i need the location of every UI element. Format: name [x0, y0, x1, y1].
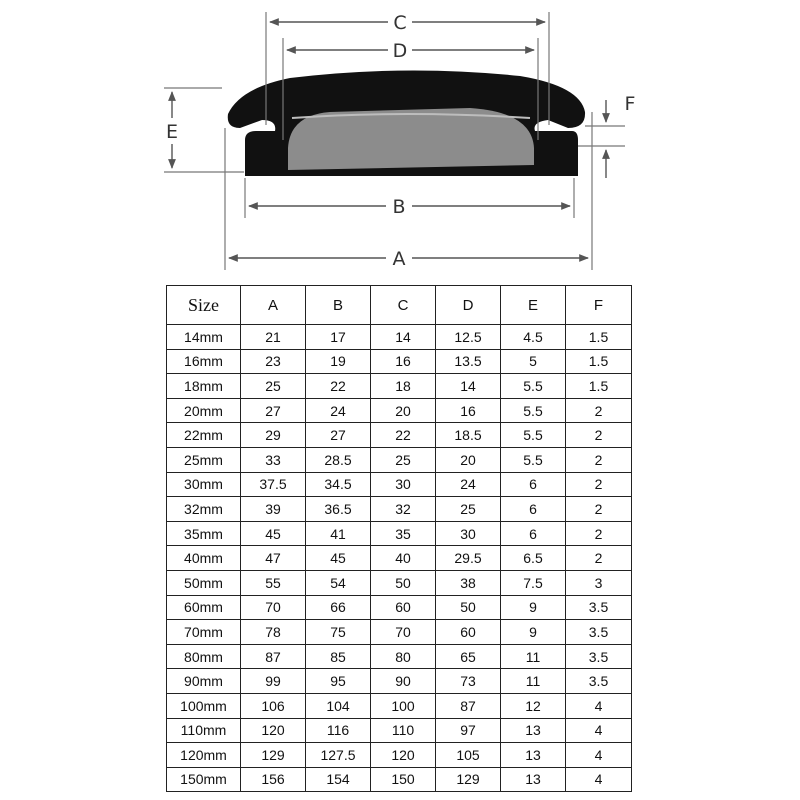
- cell-a: 156: [241, 767, 306, 792]
- cell-b: 75: [306, 620, 371, 645]
- cell-a: 55: [241, 570, 306, 595]
- cell-a: 78: [241, 620, 306, 645]
- cell-f: 2: [566, 447, 632, 472]
- cell-d: 13.5: [436, 349, 501, 374]
- cell-a: 39: [241, 497, 306, 522]
- table-row: [167, 767, 632, 792]
- cell-size: 16mm: [167, 349, 241, 374]
- cell-size: 14mm: [167, 325, 241, 350]
- cell-b: 116: [306, 718, 371, 743]
- cell-size: 100mm: [167, 693, 241, 718]
- cell-e: 13: [501, 718, 566, 743]
- cell-e: 11: [501, 644, 566, 669]
- cell-e: 11: [501, 669, 566, 694]
- cell-c: 70: [371, 620, 436, 645]
- cell-size: 30mm: [167, 472, 241, 497]
- cell-size: 18mm: [167, 374, 241, 399]
- cell-size: 32mm: [167, 497, 241, 522]
- cell-a: 25: [241, 374, 306, 399]
- cell-b: 19: [306, 349, 371, 374]
- cell-d: 24: [436, 472, 501, 497]
- cell-c: 150: [371, 767, 436, 792]
- grommet-cross-section-diagram: [0, 0, 800, 290]
- cell-size: 90mm: [167, 669, 241, 694]
- cell-d: 129: [436, 767, 501, 792]
- header-c: C: [371, 286, 436, 325]
- table-row: [167, 325, 632, 350]
- cell-f: 2: [566, 497, 632, 522]
- cell-size: 25mm: [167, 447, 241, 472]
- cell-a: 99: [241, 669, 306, 694]
- cell-c: 40: [371, 546, 436, 571]
- label-c: C: [393, 12, 407, 34]
- cell-f: 3.5: [566, 620, 632, 645]
- cell-f: 4: [566, 718, 632, 743]
- cell-c: 80: [371, 644, 436, 669]
- cell-size: 80mm: [167, 644, 241, 669]
- table-row: [167, 398, 632, 423]
- cell-f: 2: [566, 423, 632, 448]
- table-row: [167, 743, 632, 768]
- table-row: [167, 669, 632, 694]
- table-row: [167, 693, 632, 718]
- cell-size: 60mm: [167, 595, 241, 620]
- cell-b: 95: [306, 669, 371, 694]
- cell-e: 5.5: [501, 398, 566, 423]
- table-row: [167, 644, 632, 669]
- cell-c: 120: [371, 743, 436, 768]
- table-row: [167, 521, 632, 546]
- label-e: E: [165, 121, 179, 143]
- cell-c: 30: [371, 472, 436, 497]
- cell-f: 4: [566, 767, 632, 792]
- cell-a: 27: [241, 398, 306, 423]
- header-size: Size: [167, 286, 241, 325]
- cell-f: 1.5: [566, 325, 632, 350]
- cell-size: 35mm: [167, 521, 241, 546]
- cell-b: 104: [306, 693, 371, 718]
- cell-d: 20: [436, 447, 501, 472]
- cell-b: 24: [306, 398, 371, 423]
- cell-c: 90: [371, 669, 436, 694]
- header-b: B: [306, 286, 371, 325]
- cell-d: 30: [436, 521, 501, 546]
- cell-size: 22mm: [167, 423, 241, 448]
- cell-b: 34.5: [306, 472, 371, 497]
- cell-c: 100: [371, 693, 436, 718]
- table-row: [167, 718, 632, 743]
- cell-e: 6: [501, 497, 566, 522]
- cell-f: 3.5: [566, 669, 632, 694]
- cell-size: 70mm: [167, 620, 241, 645]
- cell-e: 9: [501, 595, 566, 620]
- cell-b: 45: [306, 546, 371, 571]
- cell-f: 4: [566, 693, 632, 718]
- cell-d: 18.5: [436, 423, 501, 448]
- cell-c: 110: [371, 718, 436, 743]
- cell-d: 25: [436, 497, 501, 522]
- cell-a: 33: [241, 447, 306, 472]
- cell-a: 47: [241, 546, 306, 571]
- cell-e: 6: [501, 472, 566, 497]
- table-row: [167, 570, 632, 595]
- cell-d: 65: [436, 644, 501, 669]
- cell-f: 2: [566, 521, 632, 546]
- cell-e: 13: [501, 767, 566, 792]
- cell-d: 12.5: [436, 325, 501, 350]
- cell-f: 1.5: [566, 349, 632, 374]
- cell-a: 70: [241, 595, 306, 620]
- cell-f: 3.5: [566, 644, 632, 669]
- cell-f: 2: [566, 472, 632, 497]
- cell-c: 16: [371, 349, 436, 374]
- cell-c: 25: [371, 447, 436, 472]
- cell-e: 6: [501, 521, 566, 546]
- table-row: [167, 620, 632, 645]
- table-row: [167, 595, 632, 620]
- header-f: F: [566, 286, 632, 325]
- label-a: A: [392, 248, 406, 270]
- header-e: E: [501, 286, 566, 325]
- table-row: [167, 472, 632, 497]
- cell-c: 14: [371, 325, 436, 350]
- cell-a: 23: [241, 349, 306, 374]
- cell-a: 87: [241, 644, 306, 669]
- cell-b: 54: [306, 570, 371, 595]
- header-d: D: [436, 286, 501, 325]
- cell-f: 1.5: [566, 374, 632, 399]
- cell-d: 87: [436, 693, 501, 718]
- table-row: [167, 349, 632, 374]
- cell-e: 4.5: [501, 325, 566, 350]
- cell-b: 66: [306, 595, 371, 620]
- cell-f: 3.5: [566, 595, 632, 620]
- cell-a: 129: [241, 743, 306, 768]
- cell-f: 2: [566, 546, 632, 571]
- cell-f: 3: [566, 570, 632, 595]
- cell-b: 22: [306, 374, 371, 399]
- table-header-row: [167, 286, 632, 325]
- label-d: D: [392, 40, 408, 62]
- cell-size: 110mm: [167, 718, 241, 743]
- cell-e: 5.5: [501, 447, 566, 472]
- cell-size: 20mm: [167, 398, 241, 423]
- label-b: B: [392, 196, 406, 218]
- cell-c: 50: [371, 570, 436, 595]
- cell-d: 73: [436, 669, 501, 694]
- cell-d: 29.5: [436, 546, 501, 571]
- cell-size: 50mm: [167, 570, 241, 595]
- cell-f: 2: [566, 398, 632, 423]
- cell-c: 32: [371, 497, 436, 522]
- cell-e: 7.5: [501, 570, 566, 595]
- cell-c: 22: [371, 423, 436, 448]
- size-spec-table: [166, 285, 632, 792]
- cell-e: 5.5: [501, 374, 566, 399]
- cell-c: 35: [371, 521, 436, 546]
- cell-a: 29: [241, 423, 306, 448]
- table-row: [167, 546, 632, 571]
- cell-c: 60: [371, 595, 436, 620]
- cell-c: 18: [371, 374, 436, 399]
- cell-a: 21: [241, 325, 306, 350]
- cell-b: 127.5: [306, 743, 371, 768]
- cell-d: 50: [436, 595, 501, 620]
- cell-d: 38: [436, 570, 501, 595]
- cell-a: 106: [241, 693, 306, 718]
- cell-b: 41: [306, 521, 371, 546]
- label-f: F: [624, 93, 636, 115]
- cell-f: 4: [566, 743, 632, 768]
- cell-e: 13: [501, 743, 566, 768]
- cell-a: 45: [241, 521, 306, 546]
- table-body: [167, 325, 632, 792]
- cell-e: 12: [501, 693, 566, 718]
- table-row: [167, 374, 632, 399]
- cell-b: 17: [306, 325, 371, 350]
- cell-size: 120mm: [167, 743, 241, 768]
- cell-b: 154: [306, 767, 371, 792]
- cell-e: 5.5: [501, 423, 566, 448]
- grommet-inner-cap: [288, 108, 534, 170]
- cell-b: 27: [306, 423, 371, 448]
- cell-e: 9: [501, 620, 566, 645]
- cell-c: 20: [371, 398, 436, 423]
- cell-d: 105: [436, 743, 501, 768]
- cell-size: 150mm: [167, 767, 241, 792]
- cell-a: 37.5: [241, 472, 306, 497]
- cell-d: 14: [436, 374, 501, 399]
- table-row: [167, 447, 632, 472]
- cell-b: 28.5: [306, 447, 371, 472]
- table-row: [167, 423, 632, 448]
- cell-e: 5: [501, 349, 566, 374]
- cell-d: 60: [436, 620, 501, 645]
- cell-a: 120: [241, 718, 306, 743]
- cell-e: 6.5: [501, 546, 566, 571]
- cell-b: 36.5: [306, 497, 371, 522]
- cell-b: 85: [306, 644, 371, 669]
- cell-size: 40mm: [167, 546, 241, 571]
- cell-d: 16: [436, 398, 501, 423]
- table-row: [167, 497, 632, 522]
- cell-d: 97: [436, 718, 501, 743]
- header-a: A: [241, 286, 306, 325]
